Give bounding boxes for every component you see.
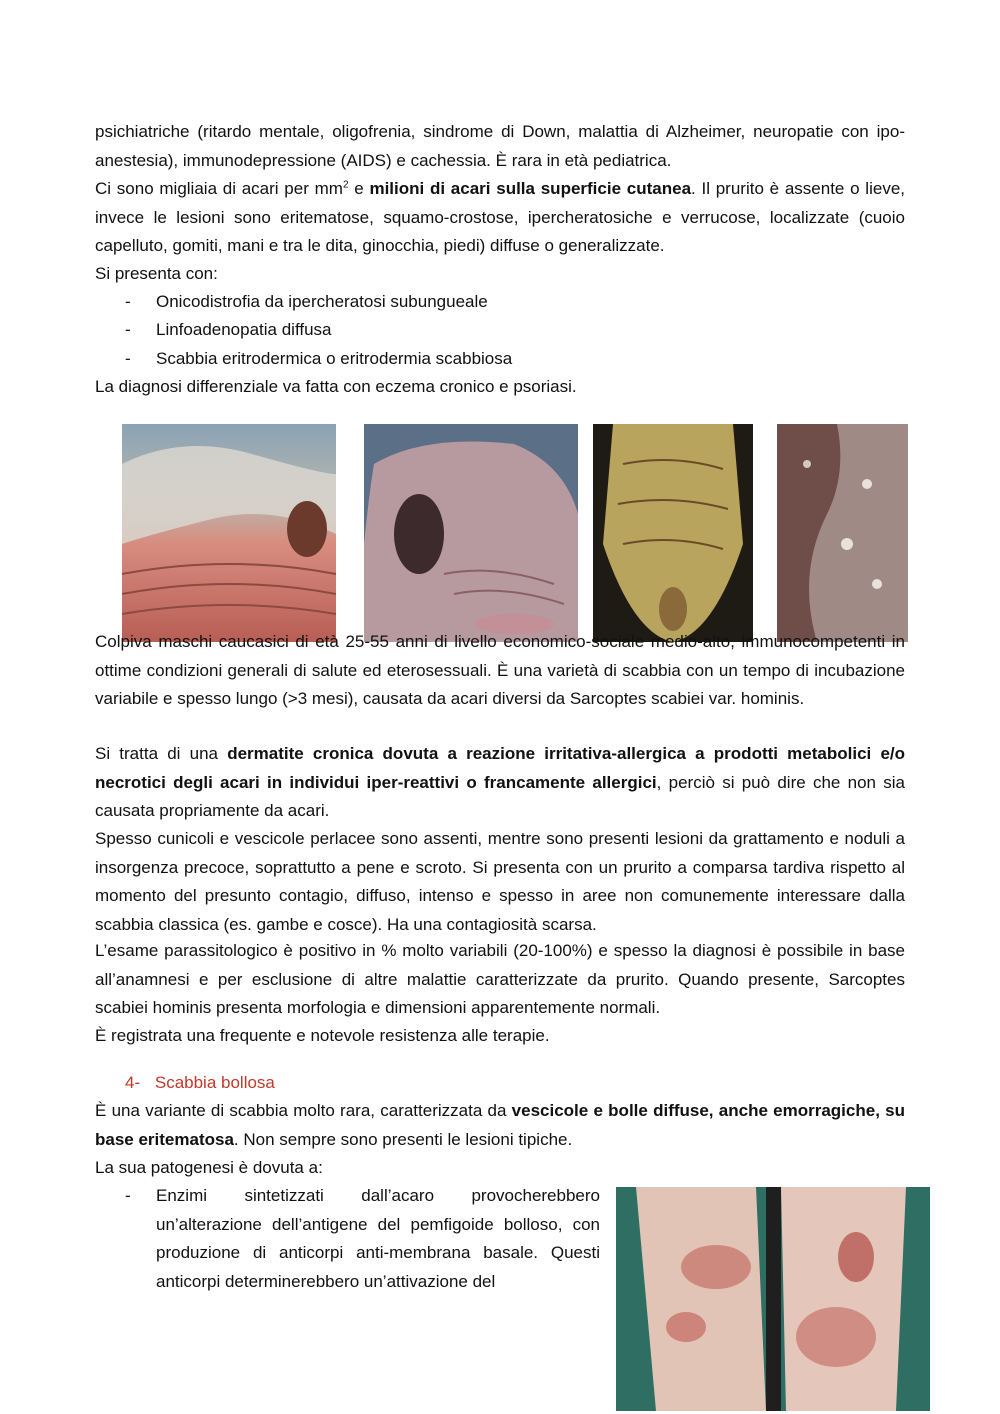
para2-text-b: e bbox=[348, 179, 370, 198]
list-dash: - bbox=[125, 292, 131, 311]
paragraph-colpiva: Colpiva maschi caucasici di età 25-55 anni di livello economico-sociale medio-alto, immunocompetenti in ottime condizioni generali di salute ed eterosessuali. È una varietà di scabbia con un tempo di incubazione variabile e spesso lungo (>3 mesi), causata da acari diversi da Sarcoptes scabiei var. hominis. bbox=[95, 632, 905, 708]
para2-bold: milioni di acari sulla superficie cutanea bbox=[369, 179, 692, 198]
list-item-text: Linfoadenopatia diffusa bbox=[156, 320, 332, 339]
paragraph-cunicoli: Spesso cunicoli e vescicole perlacee sono assenti, mentre sono presenti lesioni da grattamento e noduli a insorgenza precoce, soprattutto a pene e scroto. Si presenta con un prurito a comparsa tardiva rispetto al momento del presunto contagio, diffuso, intenso e spesso in aree non comunemente interessare dalla scabbia classica (es. gambe e cosce). Ha una contagiosità scarsa. bbox=[95, 829, 905, 934]
patogenesi-line: La sua patogenesi è dovuta a: bbox=[95, 1158, 323, 1177]
legs-bullous-lesions-photo bbox=[616, 1187, 930, 1411]
list-dash: - bbox=[125, 320, 131, 339]
para2-text-a: Ci sono migliaia di acari per mm bbox=[95, 179, 343, 198]
scalp-crusted-lesion-photo bbox=[122, 424, 336, 642]
paragraph-dermatite-cronica bbox=[95, 740, 905, 826]
list-dash: - bbox=[125, 349, 131, 368]
para2-text-c: . Il prurito è assente o lieve, invece le lesioni sono eritematose, squamo-crostose, ipercheratosiche e verrucose, localizzate (cuoio capelluto, gomiti, mani e tra le dita, ginocchia, piedi) diffuse o generalizzate. bbox=[95, 179, 905, 255]
paragraph-variante-rara bbox=[95, 1097, 905, 1154]
si-presenta-line: Si presenta con: bbox=[95, 264, 218, 283]
diagnosi-line: La diagnosi differenziale va fatta con eczema cronico e psoriasi. bbox=[95, 377, 577, 396]
paragraph-migliaia-acari bbox=[95, 175, 905, 261]
heading-text: Scabbia bollosa bbox=[154, 1073, 275, 1092]
para8-bold: vescicole e bolle diffuse, anche emorragiche, su base eritematosa bbox=[95, 1101, 905, 1149]
paragraph-resistenza: È registrata una frequente e notevole resistenza alle terapie. bbox=[95, 1026, 550, 1045]
list-item-text: Onicodistrofia da ipercheratosi subungueale bbox=[156, 292, 488, 311]
list-item-text: Enzimi sintetizzati dall’acaro provocherebbero un’alterazione dell’antigene del pemfigoide bolloso, con produzione di anticorpi anti-membrana basale. Questi anticorpi determinerebbero un’attivazione del bbox=[156, 1186, 600, 1291]
paragraph-esame-parassitologico: L’esame parassitologico è positivo in % molto variabili (20-100%) e spesso la diagnosi è possibile in base all’anamnesi e per esclusione di altre malattie caratterizzate da prurito. Quando presente, Sarcoptes scabiei hominis presenta morfologia e dimensioni apparentemente normali. bbox=[95, 941, 905, 1017]
para4-text-a: Si tratta di una bbox=[95, 744, 228, 763]
heading-number: 4- bbox=[125, 1073, 141, 1092]
body-erythroderma-photo bbox=[593, 424, 753, 642]
para4-bold: dermatite cronica dovuta a reazione irritativa-allergica a prodotti metabolici e/o necrotici degli acari in individui iper-reattivi o francamente allergici bbox=[95, 744, 906, 792]
list-item-text: Scabbia eritrodermica o eritrodermia scabbiosa bbox=[156, 349, 513, 368]
paragraph-psichiatriche: psichiatriche (ritardo mentale, oligofrenia, sindrome di Down, malattia di Alzheimer, neuropatie con ipo-anestesia), immunodepressione (AIDS) e cachessia. È rara in età pediatrica. bbox=[95, 122, 905, 170]
superscript-2: 2 bbox=[342, 179, 349, 191]
section-heading-scabbia-bollosa bbox=[125, 1069, 275, 1098]
para4-text-b: , perciò si può dire che non sia causata propriamente da acari. bbox=[95, 772, 905, 820]
para8-text-b: . Non sempre sono presenti le lesioni tipiche. bbox=[233, 1129, 573, 1149]
list-dash: - bbox=[125, 1186, 131, 1205]
para8-text-a: È una variante di scabbia molto rara, caratterizzata da bbox=[95, 1101, 512, 1120]
trunk-lesions-photo bbox=[364, 424, 578, 642]
hand-crusted-lesion-photo bbox=[777, 424, 908, 642]
